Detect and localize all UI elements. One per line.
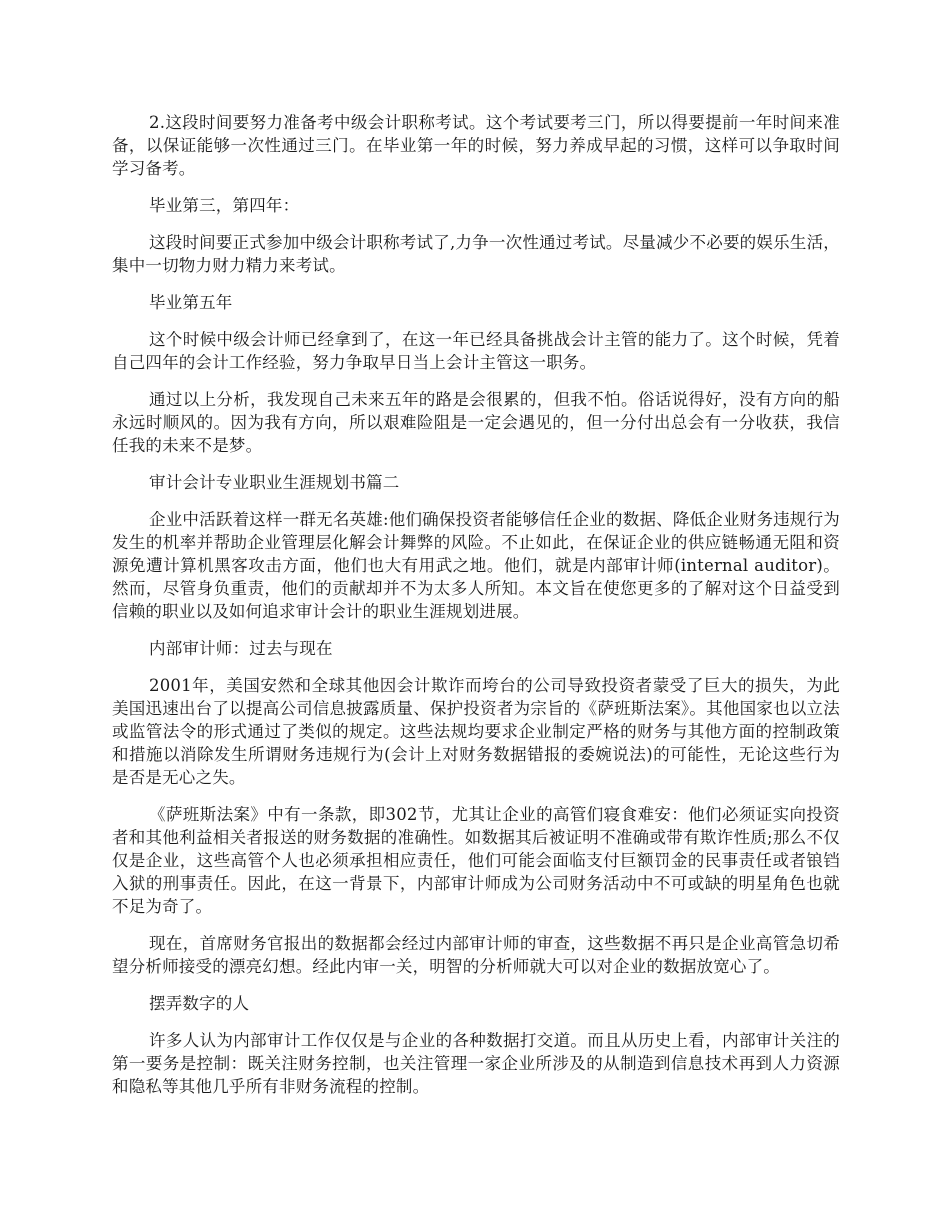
paragraph-sox-history: 2001年，美国安然和全球其他因会计欺诈而垮台的公司导致投资者蒙受了巨大的损失，为此美国迅速出台了以提高公司信息披露质量、保护投资者为宗旨的《萨班斯法案》。其他国家也以立法或监管法令的形式通过了类似的规定。这些法规均要求企业制定严格的财务与其他方面的控制政策和措施以消除发生所谓财务违规行为(会计上对财务数据错报的委婉说法)的可能性，无论这些行为是否是无心之失。 [112, 676, 840, 787]
paragraph-cfo-review: 现在，首席财务官报出的数据都会经过内部审计师的审查，这些数据不再只是企业高管急切希望分析师接受的漂亮幻想。经此内审一关，明智的分析师就大可以对企业的数据放宽心了。 [112, 934, 840, 976]
paragraph-supervisor-goal: 这个时候中级会计师已经拿到了，在这一年已经具备挑战会计主管的能力了。这个时候，凭着自己四年的会计工作经验，努力争取早日当上会计主管这一职务。 [112, 330, 840, 372]
heading-part-two: 审计会计专业职业生涯规划书篇二 [149, 473, 400, 492]
heading-past-present: 内部审计师：过去与现在 [149, 639, 333, 658]
heading-number-crunchers: 摆弄数字的人 [149, 994, 250, 1013]
paragraph-internal-auditor-intro: 企业中活跃着这样一群无名英雄:他们确保投资者能够信任企业的数据、降低企业财务违规行为发生的机率并帮助企业管理层化解会计舞弊的风险。不止如此，在保证企业的供应链畅通无阻和资源免遭计算机黑客攻击方面，他们也大有用武之地。他们，就是内部审计师(internal auditor)。然而，尽管身负重责，他们的贡献却并不为太多人所知。本文旨在使您更多的了解对这个日益受到信赖的职业以及如何追求审计会计的职业生涯规划进展。 [112, 510, 840, 621]
heading-year-three-four: 毕业第三，第四年： [149, 196, 300, 215]
heading-year-five: 毕业第五年 [149, 293, 233, 312]
paragraph-control-focus: 许多人认为内部审计工作仅仅是与企业的各种数据打交道。而且从历史上看，内部审计关注的第一要务是控制：既关注财务控制，也关注管理一家企业所涉及的从制造到信息技术再到人力资源和隐私等其他几乎所有非财务流程的控制。 [112, 1031, 840, 1096]
paragraph-formal-exam: 这段时间要正式参加中级会计职称考试了,力争一次性通过考试。尽量减少不必要的娱乐生活，集中一切物力财力精力来考试。 [112, 233, 840, 275]
paragraph-exam-prep: 2.这段时间要努力准备考中级会计职称考试。这个考试要考三门，所以得要提前一年时间来准备，以保证能够一次性通过三门。在毕业第一年的时候，努力养成早起的习惯，这样可以争取时间学习备考。 [112, 113, 840, 178]
document-body [112, 111, 840, 1112]
paragraph-section-302: 《萨班斯法案》中有一条款，即302节，尤其让企业的高管们寝食难安：他们必须证实向投资者和其他利益相关者报送的财务数据的准确性。如数据其后被证明不准确或带有欺诈性质;那么不仅仅是企业，这些高管个人也必须承担相应责任，他们可能会面临支付巨额罚金的民事责任或者锒铛入狱的刑事责任。因此，在这一背景下，内部审计师成为公司财务活动中不可或缺的明星角色也就不足为奇了。 [112, 805, 840, 916]
paragraph-conclusion: 通过以上分析，我发现自己未来五年的路是会很累的，但我不怕。俗话说得好，没有方向的船永远时顺风的。因为我有方向，所以艰难险阻是一定会遇见的，但一分付出总会有一分收获，我信任我的未来不是梦。 [112, 390, 840, 455]
